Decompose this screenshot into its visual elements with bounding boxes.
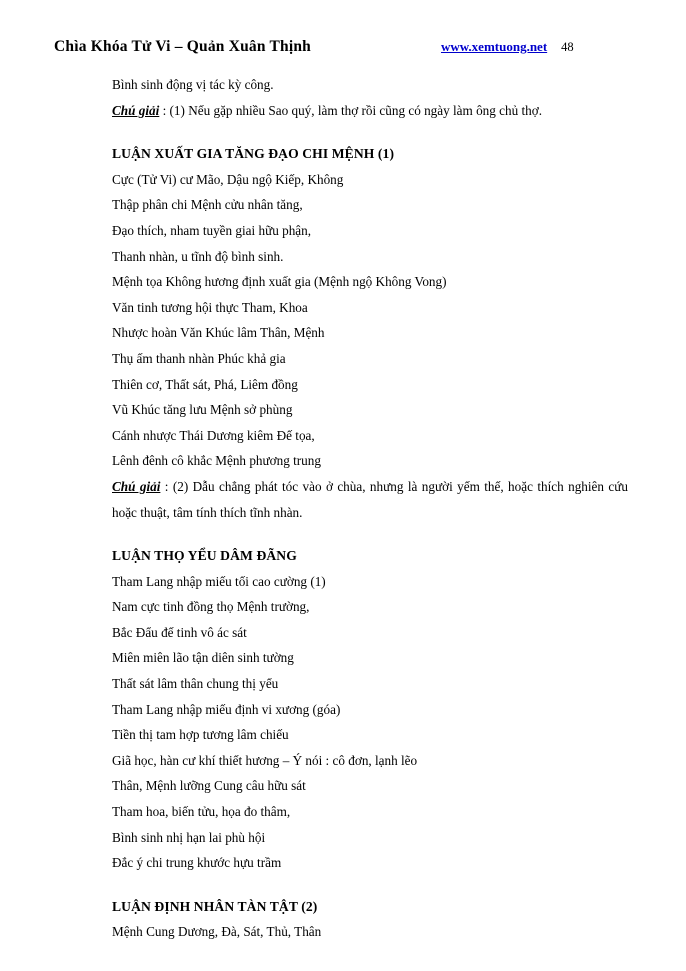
text-line: Bình sinh nhị hạn lai phù hội — [112, 829, 266, 845]
text-line: Mệnh Cung Dương, Đà, Sát, Thủ, Thân — [112, 924, 322, 940]
text-line: Đạo thích, nham tuyền giai hữu phận, — [112, 222, 312, 238]
text-line: Bình sinh động vị tác kỳ công. — [112, 77, 274, 92]
text-line: Nam cực tinh đồng thọ Mệnh trường, — [112, 599, 310, 615]
book-title: Chìa Khóa Tử Vi – Quản Xuân Thịnh — [54, 38, 311, 55]
text-line: Tiền thị tam hợp tương lâm chiếu — [112, 727, 289, 743]
text-line: Tham Lang nhập miếu tối cao cường (1) — [112, 573, 326, 589]
text-line: Cực (Tử Vi) cư Mão, Dậu ngộ Kiếp, Không — [112, 171, 344, 187]
spacer — [112, 123, 628, 141]
website-link[interactable]: www.xemtuong.net — [440, 39, 548, 54]
text-line: Nhược hoàn Văn Khúc lâm Thân, Mệnh — [112, 325, 325, 341]
document-body — [54, 72, 632, 945]
text-line: Thụ ấm thanh nhàn Phúc khả gia — [112, 350, 286, 366]
spacer — [112, 876, 628, 894]
note-label: Chú giải — [112, 102, 160, 118]
text-line: Bắc Đẩu đế tinh vô ác sát — [112, 624, 247, 640]
text-line: Thiên cơ, Thất sát, Phá, Liêm đồng — [112, 376, 298, 392]
text-line: Cánh nhược Thái Dương kiêm Đế tọa, — [112, 427, 315, 443]
text-line: Thập phân chi Mệnh cửu nhân tăng, — [112, 197, 303, 213]
note-text: : (1) Nếu gặp nhiều Sao quý, làm thợ rồi cũng có ngày làm ông chủ thợ. — [159, 102, 543, 118]
page-number: 48 — [561, 40, 574, 54]
text-line: Thân, Mệnh lưỡng Cung câu hữu sát — [112, 778, 306, 794]
text-line: Thất sát lâm thân chung thị yểu — [112, 676, 279, 692]
text-line: Thanh nhàn, u tĩnh độ bình sinh. — [112, 248, 284, 264]
note-chu-giai-1 — [54, 98, 628, 124]
text-line: Miên miên lão tận diên sinh tường — [112, 650, 294, 666]
text-line: Vũ Khúc tăng lưu Mệnh sở phùng — [112, 402, 293, 418]
text-line: Giã học, hàn cư khí thiết hương – Ý nói : cô đơn, lạnh lẽo — [112, 752, 418, 768]
note-chu-giai-2 — [54, 474, 628, 525]
section-heading-1: LUẬN XUẤT GIA TĂNG ĐẠO CHI MỆNH (1) — [112, 146, 395, 162]
text-line: Mệnh tọa Không hương định xuất gia (Mệnh ngộ Không Vong) — [112, 274, 447, 290]
note-text: : (2) Dẫu chẳng phát tóc vào ở chùa, nhưng là người yếm thế, hoặc thích nghiên cứu hoặc thuật, tâm tính thích tĩnh nhàn. — [112, 478, 628, 520]
text-line: Tham hoa, biến tửu, họa đo thâm, — [112, 804, 291, 820]
text-line: Đắc ý chi trung khước hựu trầm — [112, 855, 282, 871]
text-line: Lênh đênh cô khắc Mệnh phương trung — [112, 453, 321, 469]
text-line: Văn tinh tương hội thực Tham, Khoa — [112, 299, 308, 315]
section-heading-3: LUẬN ĐỊNH NHÂN TÀN TẬT (2) — [112, 898, 318, 914]
page-header — [54, 38, 632, 56]
note-label: Chú giải — [112, 478, 161, 494]
text-line: Tham Lang nhập miếu định vi xương (góa) — [112, 701, 341, 717]
section-heading-2: LUẬN THỌ YỂU DÂM ĐÃNG — [112, 548, 297, 564]
spacer — [112, 525, 628, 543]
